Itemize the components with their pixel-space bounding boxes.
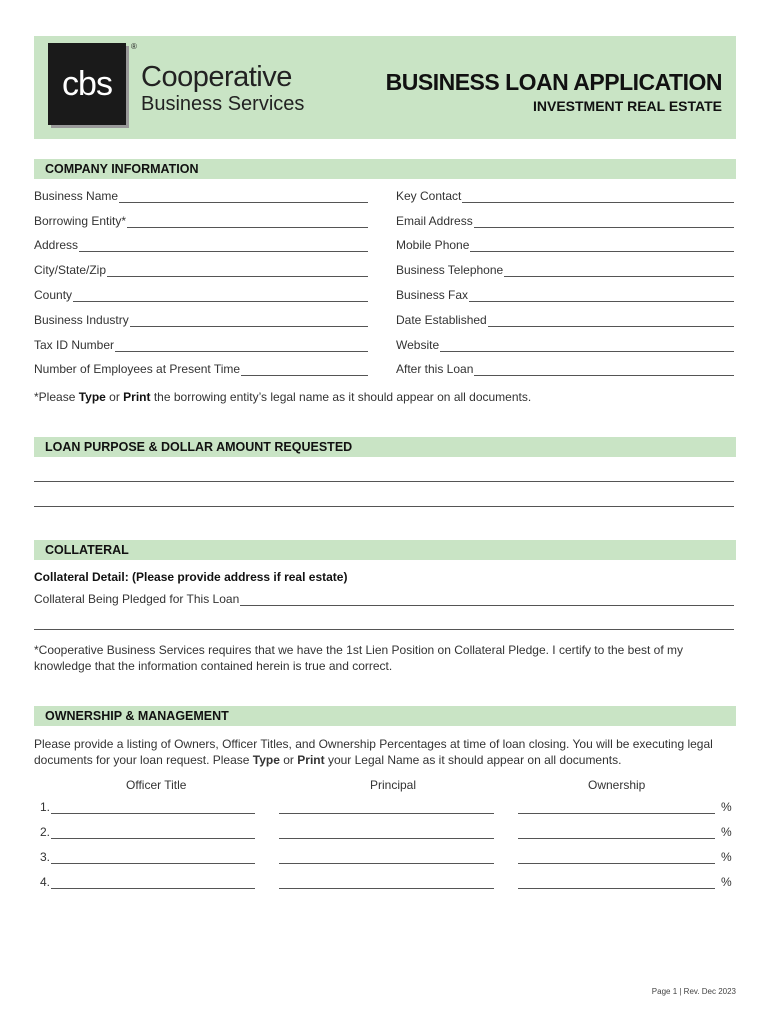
ownership-line[interactable] xyxy=(518,863,715,864)
input-line[interactable] xyxy=(119,192,368,203)
document-subtitle: INVESTMENT REAL ESTATE xyxy=(532,98,722,114)
logo-name-line-1: Cooperative xyxy=(141,61,292,93)
input-line[interactable] xyxy=(127,217,368,228)
header-banner xyxy=(34,36,736,139)
intro-text: or xyxy=(279,753,298,767)
intro-emphasis-type: Type xyxy=(252,753,280,767)
field-label: Borrowing Entity* xyxy=(34,214,127,228)
input-line[interactable] xyxy=(241,365,368,376)
logo-name-line-2: Business Services xyxy=(141,93,305,115)
field-business-telephone[interactable] xyxy=(396,263,734,277)
principal-line[interactable] xyxy=(279,888,494,889)
intro-text: Please provide a listing of Owners, Officer Titles, and Ownership Percentages at time of loan closing. You will be executing legal documents for your loan request. Please xyxy=(34,737,713,767)
input-line[interactable] xyxy=(115,341,368,352)
column-header-officer-title: Officer Title xyxy=(126,778,187,792)
intro-text: your Legal Name as it should appear on all documents. xyxy=(324,753,622,767)
field-label: Tax ID Number xyxy=(34,338,115,352)
field-business-fax[interactable] xyxy=(396,288,734,302)
officer-title-line[interactable] xyxy=(51,813,255,814)
field-label: Key Contact xyxy=(396,189,462,203)
field-business-industry[interactable] xyxy=(34,313,368,327)
input-line[interactable] xyxy=(474,365,734,376)
percent-sign: % xyxy=(721,825,732,839)
note-emphasis-print: Print xyxy=(123,390,151,404)
field-email[interactable] xyxy=(396,214,734,228)
field-label: Number of Employees at Present Time xyxy=(34,362,241,376)
field-label: Website xyxy=(396,338,440,352)
officer-title-line[interactable] xyxy=(51,863,255,864)
principal-line[interactable] xyxy=(279,813,494,814)
collateral-certification: *Cooperative Business Services requires that we have the 1st Lien Position on Collateral Pledge. I certify to the best of my knowledge that the information contained herein is true and correct. xyxy=(34,643,684,673)
collateral-detail-label xyxy=(34,570,347,584)
field-label: After this Loan xyxy=(396,362,474,376)
column-header-ownership: Ownership xyxy=(588,778,646,792)
field-employees-present[interactable] xyxy=(34,362,368,376)
field-address[interactable] xyxy=(34,238,368,252)
input-line[interactable] xyxy=(470,241,734,252)
page-footer: Page 1 | Rev. Dec 2023 xyxy=(651,987,736,996)
principal-line[interactable] xyxy=(279,838,494,839)
row-number: 3. xyxy=(40,850,51,864)
row-number: 4. xyxy=(40,875,51,889)
ownership-line[interactable] xyxy=(518,838,715,839)
section-collateral xyxy=(34,540,736,560)
section-company-information xyxy=(34,159,736,179)
input-line[interactable] xyxy=(240,595,734,606)
field-date-established[interactable] xyxy=(396,313,734,327)
input-line[interactable] xyxy=(79,241,368,252)
field-label: Email Address xyxy=(396,214,473,228)
row-number: 2. xyxy=(40,825,51,839)
section-ownership xyxy=(34,706,736,726)
intro-emphasis-print: Print xyxy=(297,753,325,767)
note-emphasis-type: Type xyxy=(78,390,106,404)
input-line[interactable] xyxy=(73,291,368,302)
collateral-detail-text: Collateral Detail: (Please provide address if real estate) xyxy=(34,570,348,584)
ownership-intro xyxy=(34,736,734,768)
ownership-line[interactable] xyxy=(518,813,715,814)
officer-title-line[interactable] xyxy=(51,838,255,839)
collateral-line-2[interactable] xyxy=(34,629,734,630)
borrowing-entity-note xyxy=(34,390,531,404)
field-city-state-zip[interactable] xyxy=(34,263,368,277)
field-county[interactable] xyxy=(34,288,368,302)
section-heading: COMPANY INFORMATION xyxy=(45,162,199,176)
input-line[interactable] xyxy=(469,291,734,302)
column-header-principal: Principal xyxy=(370,778,417,792)
section-heading: COLLATERAL xyxy=(45,543,129,557)
note-text: *Please xyxy=(34,390,79,404)
section-loan-purpose xyxy=(34,437,736,457)
input-line[interactable] xyxy=(462,192,734,203)
field-tax-id[interactable] xyxy=(34,338,368,352)
row-number: 1. xyxy=(40,800,51,814)
field-label: Business Fax xyxy=(396,288,469,302)
field-label: Collateral Being Pledged for This Loan xyxy=(34,592,240,606)
field-mobile-phone[interactable] xyxy=(396,238,734,252)
field-website[interactable] xyxy=(396,338,734,352)
percent-sign: % xyxy=(721,850,732,864)
field-label: Business Telephone xyxy=(396,263,504,277)
field-borrowing-entity[interactable] xyxy=(34,214,368,228)
field-key-contact[interactable] xyxy=(396,189,734,203)
registered-mark: ® xyxy=(131,42,137,51)
section-heading: LOAN PURPOSE & DOLLAR AMOUNT REQUESTED xyxy=(45,440,353,454)
percent-sign: % xyxy=(721,800,732,814)
field-business-name[interactable] xyxy=(34,189,368,203)
input-line[interactable] xyxy=(440,341,734,352)
document-title: BUSINESS LOAN APPLICATION xyxy=(385,69,722,95)
note-text: or xyxy=(105,390,124,404)
field-collateral-pledged[interactable] xyxy=(34,592,734,606)
input-line[interactable] xyxy=(474,217,734,228)
loan-purpose-line-2[interactable] xyxy=(34,506,734,507)
officer-title-line[interactable] xyxy=(51,888,255,889)
percent-sign: % xyxy=(721,875,732,889)
principal-line[interactable] xyxy=(279,863,494,864)
field-label: Date Established xyxy=(396,313,487,327)
input-line[interactable] xyxy=(488,316,734,327)
loan-purpose-line-1[interactable] xyxy=(34,481,734,482)
input-line[interactable] xyxy=(504,266,734,277)
field-label: City/State/Zip xyxy=(34,263,107,277)
input-line[interactable] xyxy=(107,266,368,277)
field-after-loan[interactable] xyxy=(396,362,734,376)
input-line[interactable] xyxy=(130,316,368,327)
field-label: Business Industry xyxy=(34,313,129,327)
field-label: Business Name xyxy=(34,189,119,203)
field-label: County xyxy=(34,288,73,302)
section-heading: OWNERSHIP & MANAGEMENT xyxy=(45,709,229,723)
note-text: the borrowing entity’s legal name as it should appear on all documents. xyxy=(150,390,532,404)
logo-abbr: cbs xyxy=(62,64,112,103)
field-label: Address xyxy=(34,238,79,252)
ownership-line[interactable] xyxy=(518,888,715,889)
logo xyxy=(48,43,126,125)
field-label: Mobile Phone xyxy=(396,238,470,252)
